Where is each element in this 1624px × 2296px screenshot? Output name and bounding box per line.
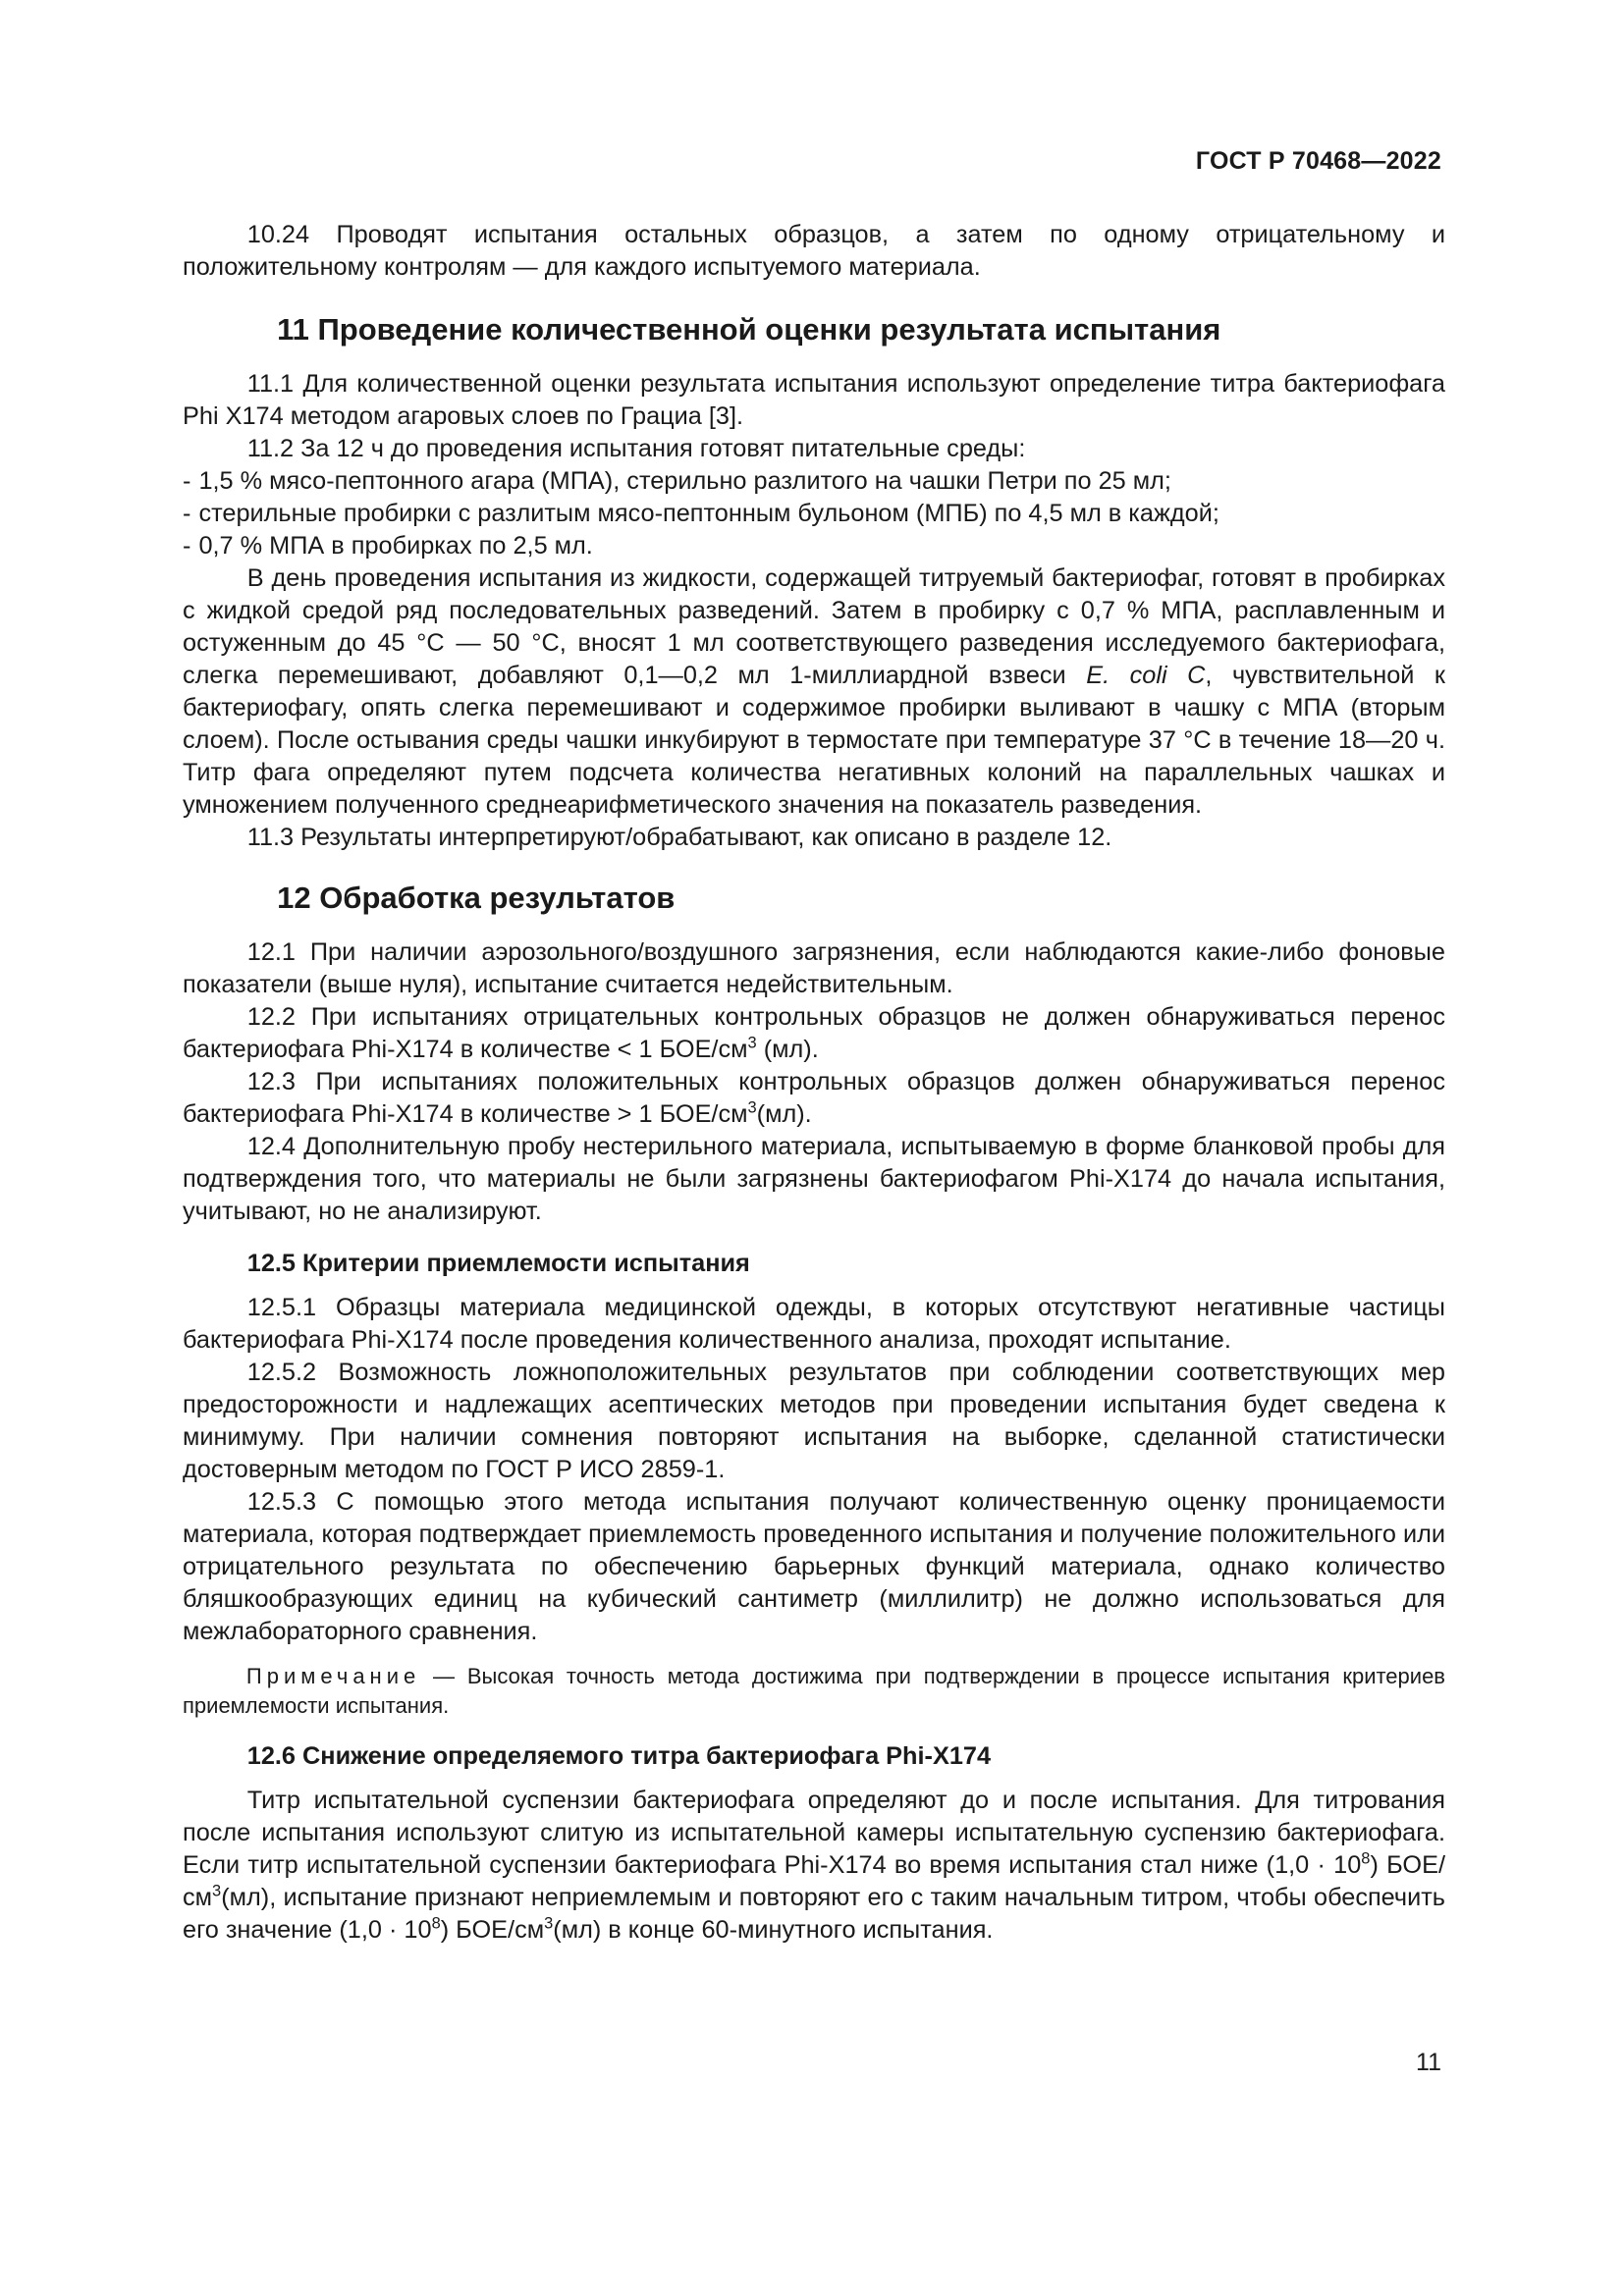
- list-item-text: стерильные пробирки с разлитым мясо-пептонным бульоном (МПБ) по 4,5 мл в каждой;: [198, 500, 1219, 527]
- list-item-text: 0,7 % МПА в пробирках по 2,5 мл.: [198, 532, 593, 560]
- standard-header: ГОСТ Р 70468—2022: [1195, 147, 1441, 175]
- section-12-heading: 12 Обработка результатов: [277, 881, 676, 915]
- list-item: - 0,7 % МПА в пробирках по 2,5 мл.: [183, 532, 593, 560]
- subsection-12-5-heading: 12.5 Критерии приемлемости испытания: [246, 1250, 750, 1277]
- paragraph-12-5-3: 12.5.3 С помощью этого метода испытания получают количественную оценку проницаемости материала, которая подтверждает приемлемость проведенного испытания и получение положительного или отрицательного результата по обеспечению барьерных функций материала, однако количество бляшкообразующих единиц на кубический сантиметр (миллилитр) не должно использоваться для межлабораторного сравнения.: [183, 1488, 1445, 1645]
- paragraph-procedure: В день проведения испытания из жидкости, содержащей титруемый бактериофаг, готовят в пробирках с жидкой средой ряд последовательных разведений. Затем в пробирку с 0,7 % МПА, расплавленным и остуженным до 45 °С — 50 °С, вносят 1 мл соответствующего разведения исследуемого бактериофага, слегка перемешивают, добавляют 0,1—0,2 мл 1-миллиардной взвеси E. coli C, чувствительной к бактериофагу, опять слегка перемешивают и содержимое пробирки выливают в чашку с МПА (вторым слоем). После остывания среды чашки инкубируют в термостате при температуре 37 °С в течение 18—20 ч. Титр фага определяют путем подсчета количества негативных колоний на параллельных чашках и умножением полученного среднеарифметического значения на показатель разведения.: [183, 564, 1445, 819]
- organism-name: E. coli C: [1086, 662, 1206, 689]
- paragraph-12-2: 12.2 При испытаниях отрицательных контрольных образцов не должен обнаруживаться перенос бактериофага Phi-X174 в количестве < 1 БОЕ/$см^3$ (мл).: [183, 1003, 1445, 1063]
- paragraph-11-1: 11.1 Для количественной оценки результата испытания используют определение титра бактериофага Phi X174 методом агаровых слоев по Грациа [3].: [183, 370, 1445, 430]
- paragraph-11-3: 11.3 Результаты интерпретируют/обрабатывают, как описано в разделе 12.: [246, 824, 1112, 851]
- paragraph-12-1: 12.1 При наличии аэрозольного/воздушного загрязнения, если наблюдаются какие-либо фоновые показатели (выше нуля), испытание считается недействительным.: [183, 938, 1445, 998]
- note: [183, 1662, 1445, 1721]
- paragraph-12-5-1: 12.5.1 Образцы материала медицинской одежды, в которых отсутствуют негативные частицы бактериофага Phi-X174 после проведения количественного анализа, проходят испытание.: [183, 1294, 1445, 1354]
- note-text: — Высокая точность метода достижима при подтверждении в процессе испытания критериев приемлемости испытания.: [183, 1664, 1445, 1718]
- paragraph-11-2: 11.2 За 12 ч до проведения испытания готовят питательные среды:: [246, 435, 1026, 462]
- paragraph-12-3: 12.3 При испытаниях положительных контрольных образцов должен обнаруживаться перенос бактериофага Phi-X174 в количестве > 1 БОЕ/$см^3(мл)$.: [183, 1068, 1445, 1128]
- paragraph-12-6: Титр испытательной суспензии бактериофага определяют до и после испытания. Для титрования после испытания используют слитую из испытательной камеры испытательную суспензию бактериофага. Если титр испытательной суспензии бактериофага Phi-X174 во время испытания стал ниже $(1,0 \cdot 10^8)$ БОЕ/$см^3(мл)$, испытание признают неприемлемым и повторяют его с таким начальным титром, чтобы обеспечить его значение $(1,0 \cdot 10^8)$ БОЕ/$см^3(мл)$ в конце 60-минутного испытания.: [183, 1787, 1445, 1944]
- subsection-12-6-heading: 12.6 Снижение определяемого титра бактериофага Phi-X174: [246, 1742, 992, 1770]
- list-item-text: 1,5 % мясо-пептонного агара (МПА), стерильно разлитого на чашки Петри по 25 мл;: [198, 467, 1171, 495]
- list-item: - 1,5 % мясо-пептонного агара (МПА), стерильно разлитого на чашки Петри по 25 мл;: [183, 467, 1171, 495]
- document-body: [183, 219, 1445, 1947]
- note-label: Примечание: [245, 1664, 421, 1688]
- section-11-heading: 11 Проведение количественной оценки результата испытания: [277, 312, 1221, 347]
- list-item: - стерильные пробирки с разлитым мясо-пептонным бульоном (МПБ) по 4,5 мл в каждой;: [183, 500, 1219, 527]
- paragraph-10-24: 10.24 Проводят испытания остальных образцов, а затем по одному отрицательному и положительному контролям — для каждого испытуемого материала.: [183, 221, 1445, 281]
- paragraph-12-4: 12.4 Дополнительную пробу нестерильного материала, испытываемую в форме бланковой пробы для подтверждения того, что материалы не были загрязнены бактериофагом Phi-X174 до начала испытания, учитывают, но не анализируют.: [183, 1133, 1445, 1225]
- paragraph-12-5-2: 12.5.2 Возможность ложноположительных результатов при соблюдении соответствующих мер предосторожности и надлежащих асептических методов при проведении испытания будет сведена к минимуму. При наличии сомнения повторяют испытания на выборке, сделанной статистически достоверным методом по ГОСТ Р ИСО 2859-1.: [183, 1359, 1445, 1483]
- page-number: 11: [1416, 2049, 1441, 2076]
